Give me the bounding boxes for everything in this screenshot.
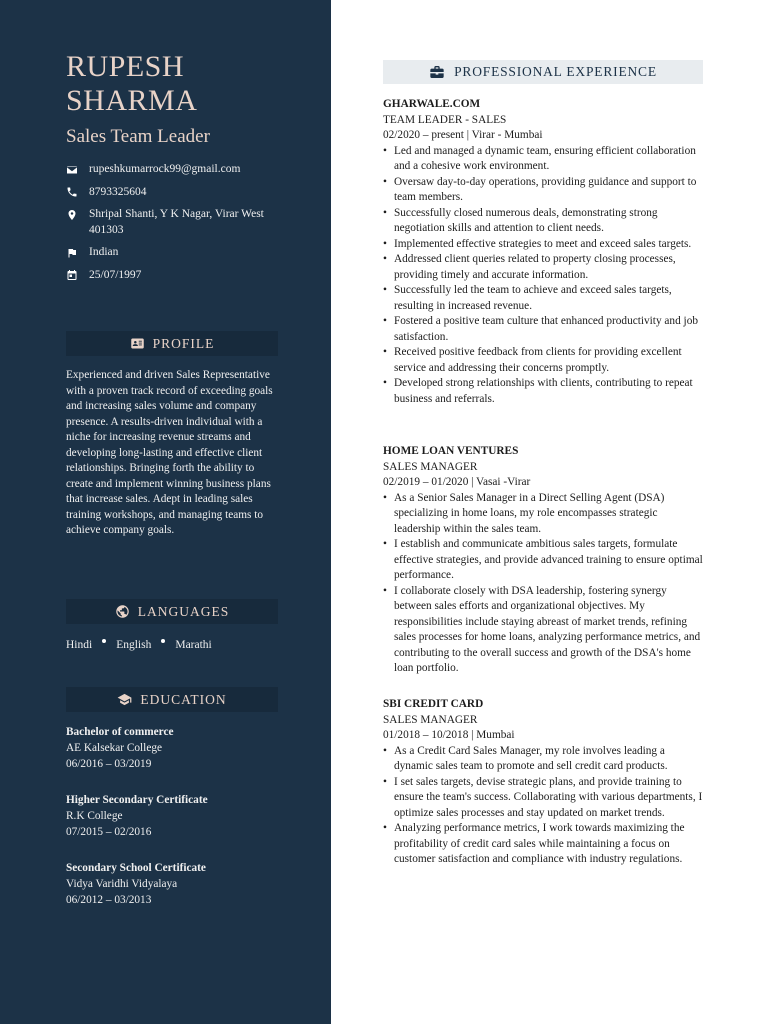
job-role: TEAM LEADER - SALES [383,113,507,126]
job-meta: 01/2018 – 10/2018 | Mumbai [383,729,515,741]
bullet: • As a Senior Sales Manager in a Direct Selling Agent (DSA) specializing in home loans, my role encompasses strategic leadership within the sales team. [383,491,705,538]
bullet: • I collaborate closely with DSA leadership, fostering synergy between sales efforts and organizational objectives. My responsibilities include staying abreast of market trends, refining sales processes for home loans, analyzing performance metrics, and contributing to the overall success and growth of the DSA's home loan portfolio. [383,584,705,677]
phone-icon [66,185,89,200]
address-text: Shripal Shanti, Y K Nagar, Virar West 401303 [89,208,264,236]
briefcase-icon [429,64,445,80]
job-meta: 02/2020 – present | Virar - Mumbai [383,129,543,141]
dates: 07/2015 – 02/2016 [66,826,152,838]
job-entry [383,97,705,407]
degree: Bachelor of commerce [66,726,174,738]
language-item: Marathi [175,639,212,651]
bullet: • Analyzing performance metrics, I work towards maximizing the profitability of credit card sales while maintaining a focus on customer satisfaction and compliance with industry regulations. [383,821,705,868]
bullet: • As a Credit Card Sales Manager, my role involves leading a dynamic sales team to promote and sell credit card products. [383,744,705,775]
contact-email[interactable] [66,162,286,178]
company-name: HOME LOAN VENTURES [383,445,519,457]
job-bullets [383,491,705,677]
education-item [66,860,286,908]
dates: 06/2016 – 03/2019 [66,758,152,770]
education-heading-text: EDUCATION [140,691,227,707]
job-bullets [383,744,705,868]
location-pin-icon [66,207,89,222]
id-card-icon [130,336,145,351]
profile-heading-text: PROFILE [152,335,215,351]
education-heading [66,687,278,712]
job-entry [383,444,705,677]
language-item: Hindi [66,639,93,651]
flag-icon [66,245,89,260]
company-name: GHARWALE.COM [383,98,481,110]
school: Vidya Varidhi Vidyalaya [66,878,178,890]
dob-text: 25/07/1997 [89,268,142,281]
bullet: • Developed strong relationships with clients, contributing to repeat business and referrals. [383,376,705,407]
language-item: English [116,639,152,651]
contact-list [66,162,286,290]
job-role: SALES MANAGER [383,460,478,473]
separator-dot [161,639,165,643]
job-entry [383,697,705,868]
separator-dot [102,639,106,643]
email-text: rupeshkumarrock99@gmail.com [89,163,241,175]
bullet: • Fostered a positive team culture that enhanced productivity and job satisfaction. [383,314,705,345]
bullet: • Successfully closed numerous deals, demonstrating strong negotiation skills and attention to client needs. [383,206,705,237]
job-title: Sales Team Leader [66,126,210,147]
graduation-cap-icon [117,692,132,707]
contact-dob [66,268,286,284]
profile-summary: Experienced and driven Sales Representative with a proven track record of exceeding goals and increasing sales volume and company presence. A results-driven individual with a niche for increasing revenue streams and developing long-lasting and effective client relationships. Bringing forth the ability to create and implement winning business plans that increase sales. Adept in leading sales training workshops, and managing teams to achieve company goals. [66,369,273,536]
bullet: • Addressed client queries related to property closing processes, providing timely and accurate information. [383,252,705,283]
calendar-icon [66,268,89,283]
education-item [66,724,286,772]
bullet: • Led and managed a dynamic team, ensuring efficient collaboration and a cohesive work environment. [383,144,705,175]
degree: Secondary School Certificate [66,862,206,874]
bullet: • Received positive feedback from clients for providing excellent service and addressing their concerns promptly. [383,345,705,376]
first-name: RUPESH [66,50,185,83]
school: R.K College [66,810,123,822]
contact-phone[interactable] [66,185,286,201]
contact-nationality [66,245,286,261]
nationality-text: Indian [89,246,119,258]
globe-icon [115,604,130,619]
language-list [66,639,212,651]
experience-heading [383,60,703,84]
bullet: • Implemented effective strategies to meet and exceed sales targets. [383,237,705,253]
bullet: • I establish and communicate ambitious sales targets, formulate effective strategies, and provide advanced training to ensure optimal performance. [383,537,705,584]
profile-heading [66,331,278,356]
degree: Higher Secondary Certificate [66,794,208,806]
contact-address [66,207,286,238]
education-item [66,792,286,840]
school: AE Kalsekar College [66,742,162,754]
job-bullets [383,144,705,408]
last-name: SHARMA [66,84,198,117]
candidate-name [66,50,197,118]
dates: 06/2012 – 03/2013 [66,894,152,906]
bullet: • Oversaw day-to-day operations, providing guidance and support to team members. [383,175,705,206]
job-role: SALES MANAGER [383,713,478,726]
job-meta: 02/2019 – 01/2020 | Vasai -Virar [383,476,531,488]
envelope-icon [66,162,89,177]
languages-heading [66,599,278,624]
bullet: • Successfully led the team to achieve and exceed sales targets, resulting in increased revenue. [383,283,705,314]
experience-heading-text: PROFESSIONAL EXPERIENCE [454,64,657,79]
phone-text: 8793325604 [89,185,147,198]
languages-heading-text: LANGUAGES [137,603,230,619]
bullet: • I set sales targets, devise strategic plans, and provide training to ensure the team's success. Collaborating with various departments, I optimize sales processes and stay updated on market trends. [383,775,705,822]
company-name: SBI CREDIT CARD [383,698,484,710]
